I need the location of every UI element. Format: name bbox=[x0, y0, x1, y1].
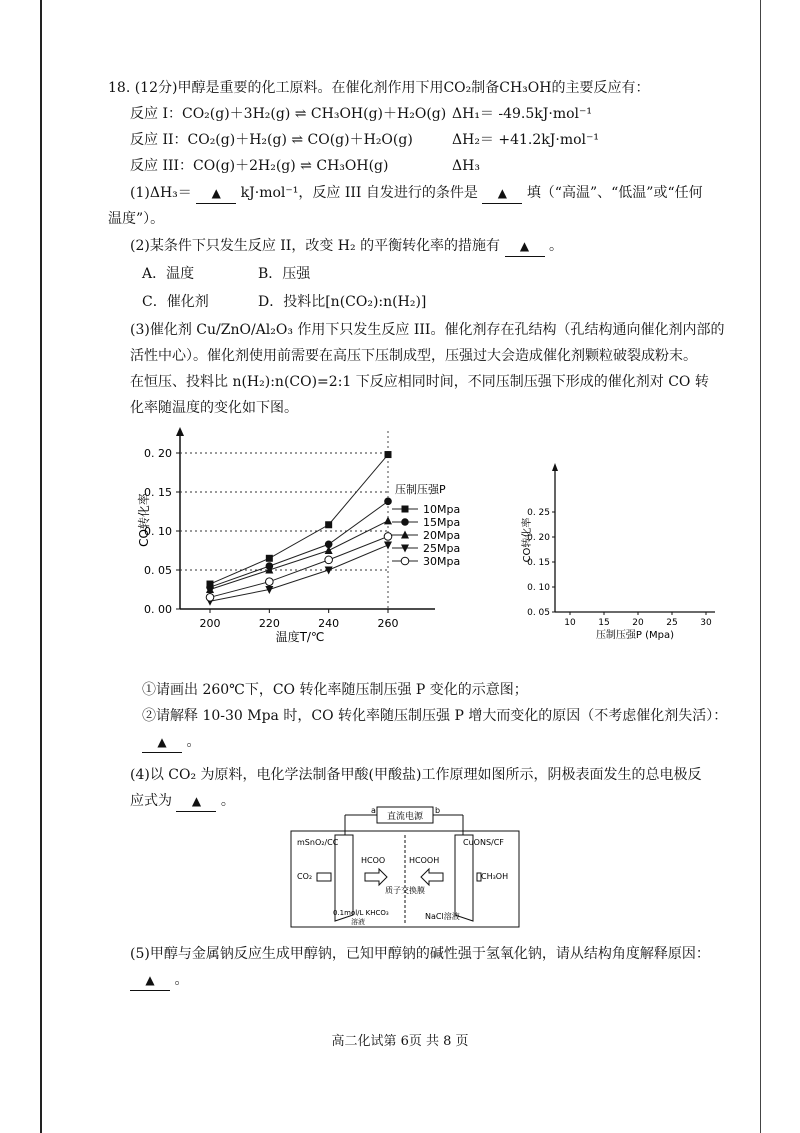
data-point-30mpa bbox=[325, 556, 333, 564]
y-axis-label: CO转化率 bbox=[522, 517, 533, 563]
y-tick-label: 0. 00 bbox=[144, 603, 172, 616]
data-point-20mpa bbox=[384, 516, 392, 524]
y-tick-label: 0. 20 bbox=[144, 447, 172, 460]
answer-blank-3[interactable] bbox=[142, 732, 182, 753]
y-tick-label: 0. 05 bbox=[144, 564, 172, 577]
x-tick-label: 240 bbox=[318, 617, 340, 630]
answer-blank-4[interactable] bbox=[176, 791, 216, 812]
x-axis-label: 压制压强P (Mpa) bbox=[595, 630, 675, 641]
part-5-line-1: (5)甲醇与金属钠反应生成甲醇钠，已知甲醇钠的碱性强于氢氧化钠，请从结构角度解释原因： bbox=[130, 946, 710, 962]
y-tick-label: 0. 15 bbox=[144, 486, 172, 499]
reaction-3-dh: ΔH₃ bbox=[452, 158, 480, 174]
page-border-right bbox=[760, 0, 761, 1133]
y-tick-label: 0. 25 bbox=[527, 508, 550, 518]
data-point-30mpa bbox=[266, 578, 274, 586]
data-point-15mpa bbox=[384, 498, 392, 506]
question-intro: 18. (12分)甲醇是重要的化工原料。在催化剂作用下用CO₂制备CH₃OH的主要反应有： bbox=[108, 80, 650, 96]
part-1-text-a: (1)ΔH₃＝ bbox=[130, 185, 192, 201]
legend-marker-icon bbox=[402, 506, 409, 513]
x-axis-label: 温度T/℃ bbox=[275, 630, 325, 644]
y-tick-label: 0. 10 bbox=[527, 583, 550, 593]
data-point-10mpa bbox=[385, 451, 392, 458]
y-tick-label: 0. 20 bbox=[527, 533, 550, 543]
data-point-30mpa bbox=[384, 533, 392, 541]
left-solution-2: 溶液 bbox=[351, 918, 365, 926]
part-2-end: 。 bbox=[548, 238, 563, 254]
x-tick-label: 15 bbox=[598, 618, 610, 628]
reaction-1-dh: ΔH₁＝ -49.5kJ·mol⁻¹ bbox=[452, 106, 593, 122]
y-tick-label: 0. 15 bbox=[527, 558, 550, 568]
legend-label: 15Mpa bbox=[423, 516, 461, 529]
y-tick-label: 0. 10 bbox=[144, 525, 172, 538]
arrow-left-icon bbox=[421, 869, 443, 885]
reaction-2-dh: ΔH₂＝ +41.2kJ·mol⁻¹ bbox=[452, 132, 600, 148]
terminal-a: a bbox=[371, 806, 376, 815]
part-4-end: 。 bbox=[220, 793, 235, 809]
legend-label: 30Mpa bbox=[423, 555, 461, 568]
option-b: B．压强 bbox=[258, 266, 311, 282]
option-a: A．温度 bbox=[142, 266, 195, 282]
legend-title: 压制压强P bbox=[395, 483, 446, 496]
reaction-2: 反应 II：CO₂(g)＋H₂(g) ⇌ CO(g)＋H₂O(g) bbox=[130, 132, 413, 148]
part-3-line-3: 在恒压、投料比 n(H₂):n(CO)=2:1 下反应相同时间，不同压制压强下形成的催化剂对 CO 转 bbox=[130, 374, 709, 390]
part-2-text: (2)某条件下只发生反应 II，改变 H₂ 的平衡转化率的措施有 bbox=[130, 238, 501, 254]
part-4-line-1: (4)以 CO₂ 为原料，电化学法制备甲酸(甲酸盐)工作原理如图所示，阴极表面发生的总电极反 bbox=[130, 767, 702, 783]
reaction-1: 反应 I：CO₂(g)＋3H₂(g) ⇌ CH₃OH(g)＋H₂O(g) bbox=[130, 106, 447, 122]
part-4-line-2 bbox=[130, 791, 235, 812]
y-tick-label: 0. 05 bbox=[527, 608, 550, 618]
x-tick-label: 20 bbox=[632, 618, 644, 628]
terminal-b: b bbox=[435, 806, 441, 815]
series-line-10mpa bbox=[210, 455, 388, 584]
legend-marker-icon bbox=[401, 557, 409, 565]
electrolysis-cell-diagram bbox=[285, 803, 525, 933]
data-point-30mpa bbox=[206, 594, 214, 602]
co2-inlet bbox=[317, 873, 331, 881]
co2-label: CO₂ bbox=[297, 872, 313, 881]
part-3-line-2: 活性中心）。催化剂使用前需要在高压下压制成型，压强过大会造成催化剂颗粒破裂成粉末。 bbox=[130, 348, 697, 364]
right-solution: NaCl溶液 bbox=[425, 912, 460, 921]
data-point-10mpa bbox=[325, 521, 332, 528]
part-4-text: 应式为 bbox=[130, 793, 172, 809]
part-3-q2-end: 。 bbox=[186, 734, 201, 750]
membrane-label: 质子交换膜 bbox=[385, 886, 425, 895]
part-3-line-1: (3)催化剂 Cu/ZnO/Al₂O₃ 作用下只发生反应 III。催化剂存在孔结构（孔结构通向催化剂内部的 bbox=[130, 322, 725, 338]
series-line-15mpa bbox=[210, 501, 388, 587]
answer-blank-1b[interactable] bbox=[482, 183, 522, 204]
page-border-left bbox=[40, 0, 42, 1133]
left-electrode-label: mSnO₂/CC bbox=[297, 838, 339, 847]
hcooh-label: HCOOH bbox=[409, 856, 440, 865]
y-axis-arrow-icon bbox=[176, 427, 184, 436]
x-tick-label: 25 bbox=[666, 618, 678, 628]
legend-label: 20Mpa bbox=[423, 529, 461, 542]
data-point-10mpa bbox=[266, 555, 273, 562]
right-electrode bbox=[455, 835, 473, 921]
reaction-3: 反应 III：CO(g)＋2H₂(g) ⇌ CH₃OH(g) bbox=[130, 158, 389, 174]
part-5-line-2 bbox=[130, 970, 188, 991]
power-supply-label: 直流电源 bbox=[386, 812, 424, 822]
answer-blank-2[interactable] bbox=[505, 236, 545, 257]
blank-mark: ▲ bbox=[191, 794, 202, 808]
co-conversion-pressure-chart bbox=[520, 460, 720, 650]
series-line-25mpa bbox=[210, 545, 388, 601]
part-5-end: 。 bbox=[174, 972, 189, 988]
data-point-25mpa bbox=[384, 542, 392, 550]
answer-blank-5[interactable] bbox=[130, 970, 170, 991]
y-axis-arrow-icon bbox=[552, 463, 558, 471]
part-1-text-b: kJ·mol⁻¹，反应 III 自发进行的条件是 bbox=[240, 185, 478, 201]
part-2-line bbox=[130, 236, 563, 257]
hcoo-label: HCOO bbox=[361, 856, 386, 865]
part-1-line-1 bbox=[130, 183, 703, 204]
x-tick-label: 200 bbox=[199, 617, 221, 630]
blank-mark: ▲ bbox=[145, 973, 155, 987]
ch3oh-outlet bbox=[477, 873, 481, 881]
blank-mark: ▲ bbox=[497, 186, 507, 200]
part-3-q2-answer bbox=[142, 732, 200, 753]
option-c: C．催化剂 bbox=[142, 294, 209, 310]
right-electrode-label: CuONS/CF bbox=[463, 838, 504, 847]
blank-mark: ▲ bbox=[211, 186, 221, 200]
legend-marker-icon bbox=[401, 518, 409, 526]
blank-mark: ▲ bbox=[519, 239, 530, 253]
x-tick-label: 10 bbox=[564, 618, 576, 628]
x-tick-label: 30 bbox=[700, 618, 712, 628]
y-axis-label: CO转化率 bbox=[137, 493, 151, 547]
arrow-right-icon bbox=[365, 869, 387, 885]
co-conversion-temperature-chart bbox=[130, 425, 470, 650]
left-solution-1: 0.1mol/L KHCO₃ bbox=[333, 909, 389, 917]
legend-label: 10Mpa bbox=[423, 503, 461, 516]
ch3oh-label: CH₃OH bbox=[481, 872, 509, 881]
legend-label: 25Mpa bbox=[423, 542, 461, 555]
x-tick-label: 220 bbox=[258, 617, 280, 630]
part-3-line-4: 化率随温度的变化如下图。 bbox=[130, 400, 298, 416]
part-1-text-c: 填（“高温”、“低温”或“任何 bbox=[526, 185, 703, 201]
x-tick-label: 260 bbox=[377, 617, 399, 630]
series-line-30mpa bbox=[210, 536, 388, 597]
part-3-q1: ①请画出 260℃下，CO 转化率随压制压强 P 变化的示意图； bbox=[142, 682, 528, 698]
page-footer: 高二化试第 6页 共 8 页 bbox=[331, 1034, 469, 1049]
option-d: D．投料比[n(CO₂):n(H₂)] bbox=[258, 294, 427, 310]
answer-blank-1a[interactable] bbox=[196, 183, 236, 204]
data-point-20mpa bbox=[325, 546, 333, 554]
blank-mark: ▲ bbox=[157, 735, 167, 749]
part-1-text-d: 温度”）。 bbox=[108, 211, 165, 227]
part-3-q2: ②请解释 10-30 Mpa 时，CO 转化率随压制压强 P 增大而变化的原因（不考虑催化剂失活）： bbox=[142, 708, 728, 724]
